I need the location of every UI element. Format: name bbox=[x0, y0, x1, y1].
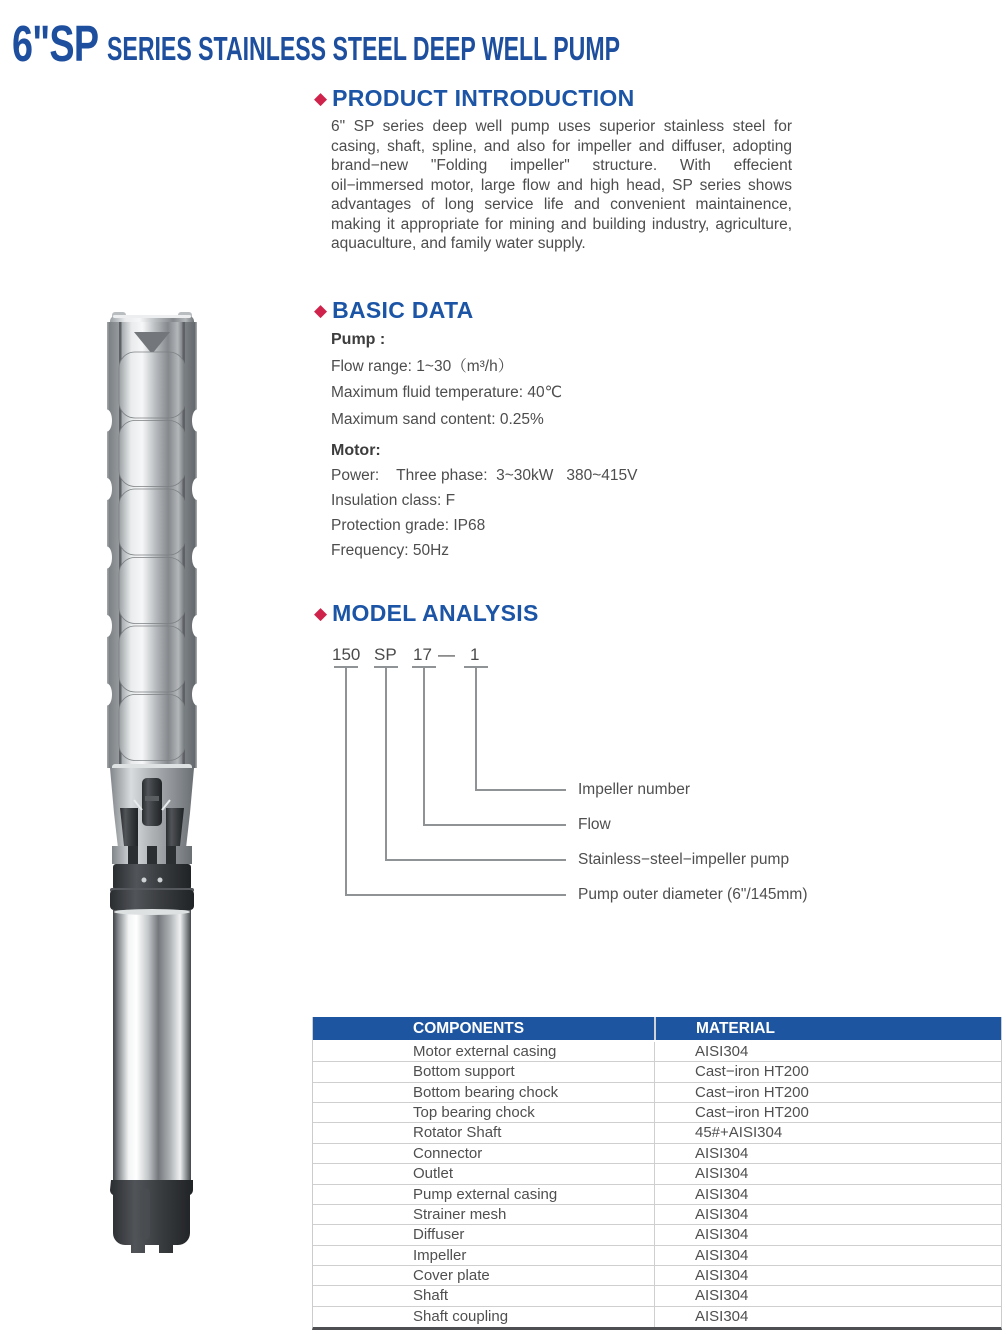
components-material-table bbox=[312, 1017, 1002, 1330]
component-cell: Motor external casing bbox=[413, 1043, 557, 1060]
component-cell: Impeller bbox=[413, 1246, 467, 1264]
model-line-flow bbox=[423, 824, 566, 826]
section-heading: MODEL ANALYSIS bbox=[332, 600, 539, 626]
material-cell: AISI304 bbox=[654, 1164, 1001, 1183]
table-row bbox=[313, 1042, 1001, 1062]
model-label-series: Stainless−steel−impeller pump bbox=[578, 851, 790, 868]
table-row bbox=[313, 1266, 1001, 1286]
model-line-flow bbox=[423, 667, 425, 825]
material-cell: Cast−iron HT200 bbox=[654, 1062, 1001, 1081]
component-cell: Connector bbox=[413, 1144, 483, 1162]
section-heading: BASIC DATA bbox=[332, 297, 474, 323]
component-cell: Shaft coupling bbox=[413, 1307, 509, 1325]
spec-line-insulation-class: Insulation class: F bbox=[331, 492, 456, 509]
spec-line-frequency: Frequency: 50Hz bbox=[331, 542, 450, 559]
model-line-diameter bbox=[345, 894, 566, 896]
component-cell: Outlet bbox=[413, 1165, 454, 1183]
spec-line-power: Power: Three phase: 3~30kW 380~415V bbox=[331, 467, 638, 484]
table-row bbox=[313, 1225, 1001, 1245]
material-cell: Cast−iron HT200 bbox=[654, 1103, 1001, 1122]
material-cell: AISI304 bbox=[654, 1205, 1001, 1224]
component-cell: Diffuser bbox=[413, 1226, 465, 1244]
material-cell: AISI304 bbox=[654, 1246, 1001, 1265]
component-cell: Top bearing chock bbox=[413, 1104, 535, 1122]
spec-line-max-sand-content: Maximum sand content: 0.25% bbox=[331, 410, 544, 428]
diamond-bullet-icon: ◆ bbox=[314, 89, 328, 108]
component-cell: Rotator Shaft bbox=[413, 1124, 502, 1142]
section-model-analysis bbox=[314, 600, 539, 627]
table-header-components: COMPONENTS bbox=[413, 1020, 525, 1037]
component-cell: Bottom support bbox=[413, 1063, 515, 1081]
model-code-flow: 17 bbox=[413, 645, 432, 664]
table-row bbox=[313, 1205, 1001, 1225]
model-code-dash: — bbox=[438, 645, 455, 664]
spec-line-max-fluid-temperature: Maximum fluid temperature: 40℃ bbox=[331, 384, 563, 401]
table-row bbox=[313, 1103, 1001, 1123]
pump-spec-label: Pump : bbox=[331, 331, 386, 348]
section-product-introduction bbox=[314, 85, 635, 112]
material-cell: AISI304 bbox=[654, 1185, 1001, 1204]
table-header-row bbox=[313, 1017, 1001, 1042]
component-cell: Cover plate bbox=[413, 1266, 490, 1284]
pump-spec-block bbox=[331, 327, 562, 433]
table-row bbox=[313, 1286, 1001, 1306]
table-row bbox=[313, 1083, 1001, 1103]
table-row bbox=[313, 1246, 1001, 1266]
table-row bbox=[313, 1123, 1001, 1143]
pump-photo bbox=[100, 308, 204, 1258]
component-cell: Strainer mesh bbox=[413, 1205, 507, 1223]
component-cell: Shaft bbox=[413, 1287, 449, 1305]
model-line-series bbox=[385, 667, 387, 860]
material-cell: Cast−iron HT200 bbox=[654, 1083, 1001, 1102]
table-row bbox=[313, 1164, 1001, 1184]
motor-spec-label: Motor: bbox=[331, 442, 381, 459]
table-row bbox=[313, 1185, 1001, 1205]
material-cell: AISI304 bbox=[654, 1225, 1001, 1244]
model-code-impellers: 1 bbox=[470, 645, 480, 664]
diamond-bullet-icon: ◆ bbox=[314, 604, 328, 623]
spec-line-protection-grade: Protection grade: IP68 bbox=[331, 517, 486, 534]
component-cell: Bottom bearing chock bbox=[413, 1083, 559, 1101]
model-line-impellers bbox=[475, 789, 566, 791]
model-code-diameter: 150 bbox=[332, 645, 361, 664]
table-row bbox=[313, 1062, 1001, 1082]
material-cell: AISI304 bbox=[654, 1286, 1001, 1305]
table-header-material: MATERIAL bbox=[654, 1017, 1001, 1040]
material-cell: AISI304 bbox=[654, 1144, 1001, 1163]
intro-paragraph: 6" SP series deep well pump uses superior stainless steel for casing, shaft, spline, and also for impeller and diffuser, adopting brand−new "Folding impeller" structure. With effecient oil−immersed motor, large flow and high head, SP series shows advantages of long service life and convenient maintainence, making it appropriate for mining and building industry, agriculture, aquaculture, and family water supply. bbox=[331, 118, 792, 252]
section-basic-data bbox=[314, 297, 474, 324]
page-title-main: 6"SP bbox=[12, 15, 99, 72]
material-cell: AISI304 bbox=[654, 1266, 1001, 1285]
model-line-impellers bbox=[475, 667, 477, 790]
model-label-diameter: Pump outer diameter (6"/145mm) bbox=[578, 886, 808, 903]
model-line-diameter bbox=[345, 667, 347, 895]
table-row bbox=[313, 1144, 1001, 1164]
material-cell: AISI304 bbox=[654, 1042, 1001, 1061]
component-cell: Pump external casing bbox=[413, 1185, 558, 1203]
model-label-impeller-number: Impeller number bbox=[578, 781, 690, 798]
model-label-flow: Flow bbox=[578, 816, 611, 833]
model-code-series: SP bbox=[374, 645, 397, 664]
page-title-rest: SERIES STAINLESS STEEL DEEP WELL PUMP bbox=[107, 30, 621, 67]
section-heading: PRODUCT INTRODUCTION bbox=[332, 85, 635, 111]
motor-spec-block bbox=[331, 438, 637, 563]
material-cell: AISI304 bbox=[654, 1307, 1001, 1327]
material-cell: 45#+AISI304 bbox=[654, 1123, 1001, 1142]
table-row bbox=[313, 1307, 1001, 1327]
diamond-bullet-icon: ◆ bbox=[314, 301, 328, 320]
spec-line-flow-range: Flow range: 1~30（m³/h） bbox=[331, 357, 514, 375]
model-line-series bbox=[385, 859, 566, 861]
